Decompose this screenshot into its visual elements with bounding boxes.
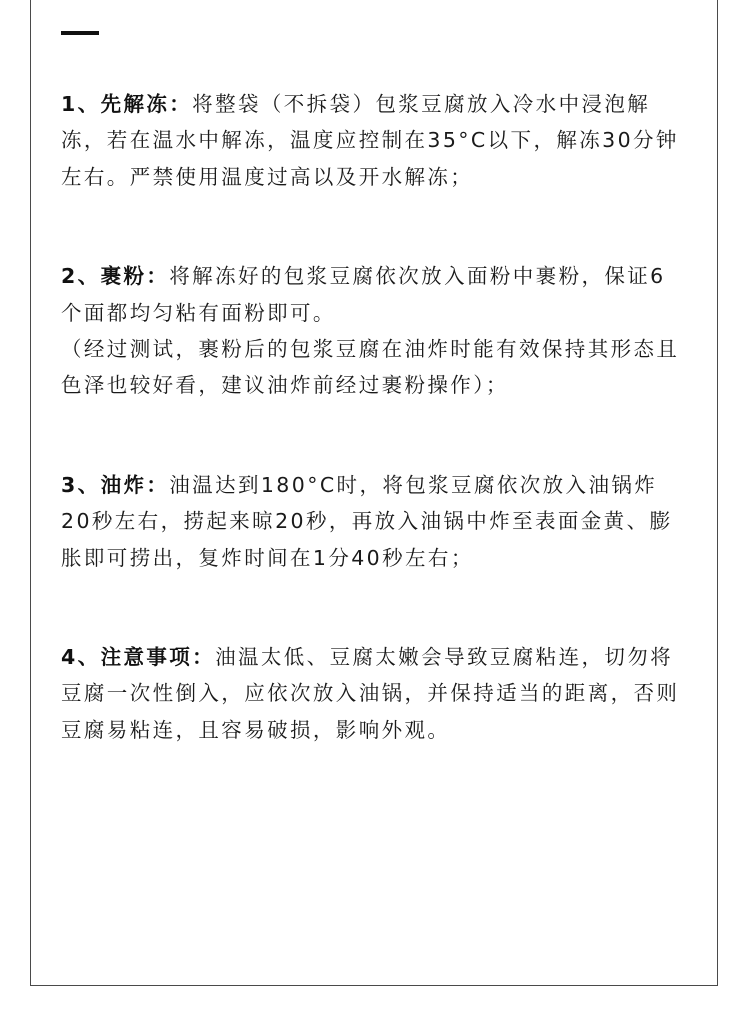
step-label: 4、注意事项： — [61, 645, 216, 670]
steps-list — [61, 86, 687, 748]
step-cautions — [61, 639, 687, 748]
step-text: 将整袋（不拆袋）包浆豆腐放入冷水中浸泡解冻，若在温水中解冻，温度应控制在35°C以下，解冻30分钟左右。严禁使用温度过高以及开水解冻； — [61, 92, 679, 189]
step-coating — [61, 258, 687, 404]
step-note: （经过测试，裹粉后的包浆豆腐在油炸时能有效保持其形态且色泽也较好看，建议油炸前经过裹粉操作）； — [61, 337, 680, 398]
step-text: 将解冻好的包浆豆腐依次放入面粉中裹粉，保证6个面都均匀粘有面粉即可。 — [61, 264, 666, 325]
step-text: 油温达到180°C时，将包浆豆腐依次放入油锅炸20秒左右，捞起来晾20秒，再放入油锅中炸至表面金黄、膨胀即可捞出，复炸时间在1分40秒左右； — [61, 472, 673, 570]
step-label: 1、先解冻： — [61, 92, 193, 116]
heading-dash — [61, 31, 99, 35]
step-text: 油温太低、豆腐太嫩会导致豆腐粘连，切勿将豆腐一次性倒入，应依次放入油锅，并保持适当的距离，否则豆腐易粘连，且容易破损，影响外观。 — [61, 645, 680, 742]
step-thaw — [61, 86, 687, 195]
step-label: 2、裹粉： — [61, 264, 170, 289]
step-label: 3、油炸： — [61, 472, 170, 497]
instruction-card — [30, 0, 718, 986]
step-frying — [61, 467, 687, 576]
